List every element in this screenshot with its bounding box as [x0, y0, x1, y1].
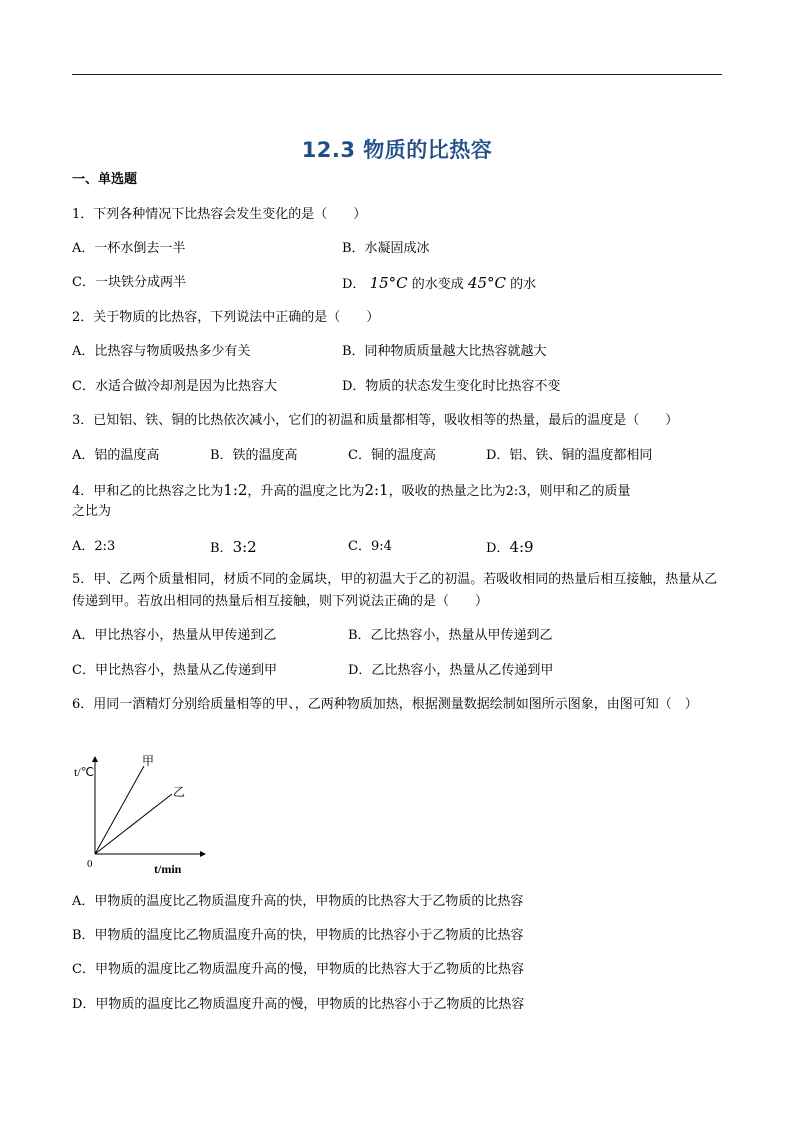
y-axis-label: t/℃ [74, 765, 95, 779]
q1-option-d-prefix: D． [342, 277, 366, 292]
question-5-stem: 5．甲、乙两个质量相同，材质不同的金属块，甲的初温大于乙的初温。若吸收相同的热量后相互接触，热量从乙传递到甲。若放出相同的热量后相互接触，则下列说法正确的是（ ） [72, 572, 718, 609]
q4-ratio-1: 1:2 [223, 481, 248, 499]
line-yi [95, 794, 172, 854]
question-4-stem-cont: 之比为 [72, 504, 112, 519]
q1-option-d-mid: 的水变成 [411, 277, 464, 292]
q4-option-b[interactable] [210, 538, 257, 558]
q2-option-a[interactable]: A．比热容与物质吸热多少有关 [72, 344, 251, 359]
x-axis-label: t/min [154, 862, 182, 876]
q6-option-b[interactable]: B．甲物质的温度比乙物质温度升高的快，甲物质的比热容小于乙物质的比热容 [72, 928, 524, 943]
q3-option-a[interactable]: A．铝的温度高 [72, 448, 160, 463]
q4-option-d[interactable] [486, 538, 534, 558]
q4-option-d-value: 4:9 [509, 538, 534, 556]
q1-temp-1: 15°C [369, 274, 408, 292]
q6-option-c[interactable]: C．甲物质的温度比乙物质温度升高的慢，甲物质的比热容大于乙物质的比热容 [72, 962, 524, 977]
q4-ratio-2: 2:1 [364, 481, 389, 499]
q2-option-d[interactable]: D．物质的状态发生变化时比热容不变 [342, 379, 561, 394]
line-yi-label: 乙 [173, 785, 186, 799]
q4-option-c[interactable]: C．9:4 [348, 539, 392, 554]
q5-option-d[interactable]: D．乙比热容小，热量从乙传递到甲 [348, 663, 554, 678]
q3-option-b[interactable]: B．铁的温度高 [210, 448, 298, 463]
q5-option-b[interactable]: B．乙比热容小，热量从甲传递到乙 [348, 628, 553, 643]
question-2-stem: 2．关于物质的比热容，下列说法中正确的是（ ） [72, 310, 380, 325]
q5-option-c[interactable]: C．甲比热容小，热量从乙传递到甲 [72, 663, 277, 678]
q4-stem-c: ，吸收的热量之比为2:3，则甲和乙的质量 [388, 484, 631, 499]
q4-stem-a: 4．甲和乙的比热容之比为 [72, 484, 224, 499]
q1-temp-2: 45°C [467, 274, 507, 292]
q2-option-b[interactable]: B．同种物质质量越大比热容就越大 [342, 344, 547, 359]
q4-option-a[interactable]: A．2:3 [72, 539, 116, 554]
q5-option-a[interactable]: A．甲比热容小，热量从甲传递到乙 [72, 628, 277, 643]
line-jia-label: 甲 [142, 754, 155, 768]
q6-option-d[interactable]: D．甲物质的温度比乙物质温度升高的慢，甲物质的比热容小于乙物质的比热容 [72, 997, 525, 1012]
y-axis-arrow [92, 756, 98, 762]
q1-option-d[interactable] [342, 274, 536, 294]
header-rule [72, 74, 722, 75]
q6-option-a[interactable]: A．甲物质的温度比乙物质温度升高的快，甲物质的比热容大于乙物质的比热容 [72, 894, 524, 909]
question-4-stem [72, 481, 631, 501]
q4-stem-b: ，升高的温度之比为 [247, 484, 365, 499]
question-1-stem: 1．下列各种情况下比热容会发生变化的是（ ） [72, 207, 367, 222]
origin-label: 0 [87, 858, 93, 870]
question-6-stem: 6．用同一酒精灯分别给质量相等的甲、，乙两种物质加热，根据测量数据绘制如图所示图象，由图可知（ ） [72, 697, 698, 712]
section-heading: 一、单选题 [72, 172, 138, 187]
temperature-time-graph [72, 752, 212, 877]
q3-option-c[interactable]: C．铜的温度高 [348, 448, 436, 463]
q4-option-d-label: D． [486, 541, 510, 556]
q1-option-c[interactable]: C．一块铁分成两半 [72, 275, 186, 290]
question-3-stem: 3．已知铝、铁、铜的比热依次减小，它们的初温和质量都相等，吸收相等的热量，最后的温度是（ ） [72, 413, 679, 428]
q4-option-b-label: B． [210, 541, 233, 556]
x-axis-arrow [200, 851, 206, 857]
q1-option-a[interactable]: A．一杯水倒去一半 [72, 241, 186, 256]
q1-option-d-end: 的水 [510, 277, 537, 292]
q1-option-b[interactable]: B．水凝固成冰 [342, 241, 430, 256]
q4-option-b-value: 3:2 [232, 538, 257, 556]
page-title: 12.3 物质的比热容 [301, 138, 493, 162]
q2-option-c[interactable]: C．水适合做冷却剂是因为比热容大 [72, 379, 277, 394]
line-jia [95, 766, 144, 854]
q3-option-d[interactable]: D．铝、铁、铜的温度都相同 [486, 448, 653, 463]
